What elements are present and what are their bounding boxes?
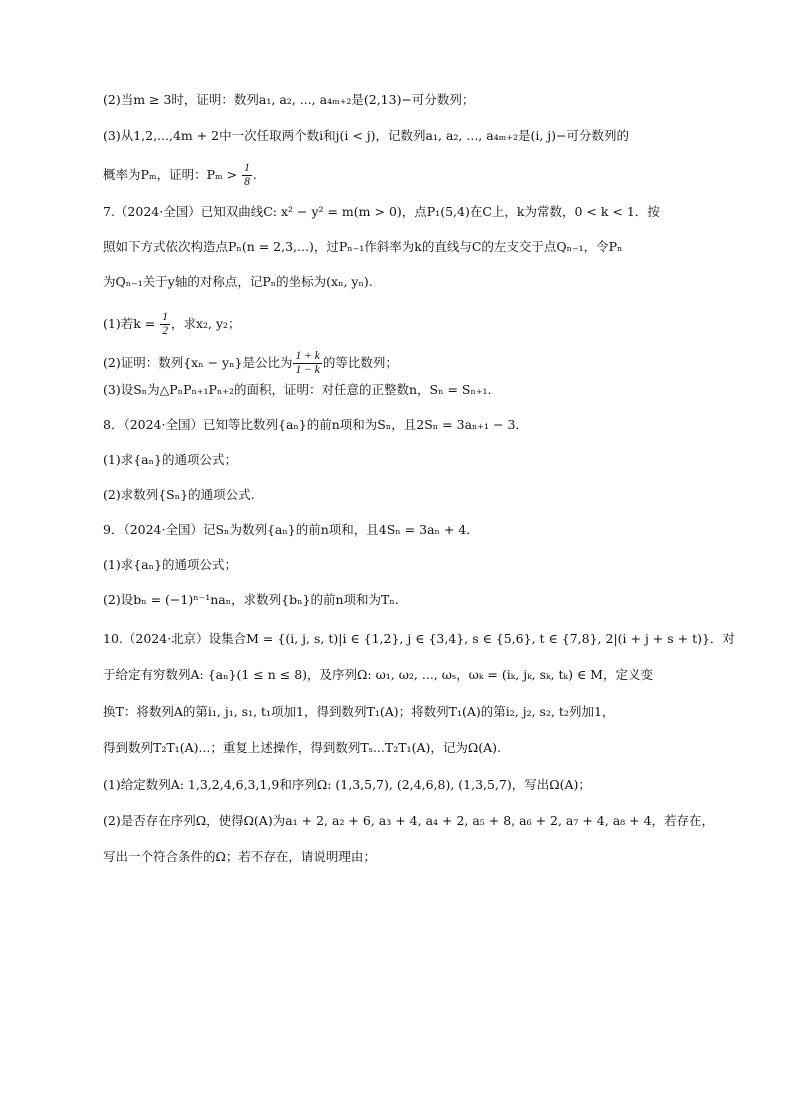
text-line: 7.（2024·全国）已知双曲线C: x² − y² = m(m > 0)，点P₁(5,4)在C上，k为常数，0 < k < 1．按 [103,204,660,219]
text-line: 写出一个符合条件的Ω；若不存在，请说明理由； [103,849,376,864]
text-line: 10.（2024·北京）设集合M = {(i, j, s, t)|i ∈ {1,2}, j ∈ {3,4}, s ∈ {5,6}, t ∈ {7,8}, 2|(i + j + s + t)}．对 [103,631,735,646]
text-line [103,311,703,338]
text-line [103,162,703,189]
fraction [242,162,252,189]
text-line: (2)是否存在序列Ω，使得Ω(A)为a₁ + 2, a₂ + 6, a₃ + 4, a₄ + 2, a₅ + 8, a₆ + 2, a₇ + 4, a₈ + 4，若存在， [103,813,715,828]
fraction-numerator: 1 + k [295,350,320,362]
text-fragment: (1)若k = [103,316,160,331]
text-fragment: 概率为Pₘ，证明：Pₘ > [103,167,242,182]
text-line: 于给定有穷数列A: {aₙ}(1 ≤ n ≤ 8)，及序列Ω: ω₁, ω₂, ..., ωₛ，ωₖ = (iₖ, jₖ, sₖ, tₖ) ∈ M，定义变 [103,667,653,682]
text-line: (3)设Sₙ为△PₙPₙ₊₁Pₙ₊₂的面积，证明：对任意的正整数n，Sₙ = Sₙ₊₁. [103,382,492,397]
text-line: (2)设bₙ = (−1)ⁿ⁻¹naₙ，求数列{bₙ}的前n项和为Tₙ. [103,592,399,607]
text-fragment: 的等比数列； [322,355,398,370]
text-line: (1)给定数列A: 1,3,2,4,6,3,1,9和序列Ω: (1,3,5,7), (2,4,6,8), (1,3,5,7)，写出Ω(A)； [103,777,591,792]
fraction-denominator: 1 − k [295,364,320,376]
text-line: (2)当m ≥ 3时，证明：数列a₁, a₂, ..., a₄ₘ₊₂是(2,13)−可分数列； [103,92,475,107]
fraction-numerator: 1 [162,311,168,323]
text-line: 为Qₙ₋₁关于y轴的对称点，记Pₙ的坐标为(xₙ, yₙ). [103,274,373,289]
fraction [160,311,170,338]
text-fragment: (2)证明：数列{xₙ − yₙ}是公比为 [103,355,293,370]
fraction-denominator: 2 [162,325,168,337]
text-line: 9．（2024·全国）记Sₙ为数列{aₙ}的前n项和，且4Sₙ = 3aₙ + 4． [103,522,479,537]
text-line: 8．（2024·全国）已知等比数列{aₙ}的前n项和为Sₙ，且2Sₙ = 3aₙ₊₁ − 3． [103,417,528,432]
text-fragment: ，求x₂, y₂； [170,316,241,331]
fraction [293,350,321,377]
text-line: (2)求数列{Sₙ}的通项公式. [103,487,255,502]
fraction-numerator: 1 [244,162,250,174]
text-line: (1)求{aₙ}的通项公式； [103,452,237,467]
text-line: (3)从1,2,...,4m + 2中一次任取两个数i和j(i < j)，记数列a₁, a₂, ..., a₄ₘ₊₂是(i, j)−可分数列的 [103,128,630,143]
text-line: 得到数列T₂T₁(A)...；重复上述操作，得到数列Tₛ...T₂T₁(A)，记为Ω(A). [103,740,501,755]
text-fragment: . [252,167,257,182]
text-line: 换T：将数列A的第i₁, j₁, s₁, t₁项加1，得到数列T₁(A)；将数列T₁(A)的第i₂, j₂, s₂, t₂列加1， [103,704,615,719]
fraction-denominator: 8 [244,176,250,188]
text-line [103,350,703,377]
text-line: (1)求{aₙ}的通项公式； [103,557,237,572]
text-line: 照如下方式依次构造点Pₙ(n = 2,3,...)，过Pₙ₋₁作斜率为k的直线与C的左支交于点Qₙ₋₁，令Pₙ [103,239,623,254]
